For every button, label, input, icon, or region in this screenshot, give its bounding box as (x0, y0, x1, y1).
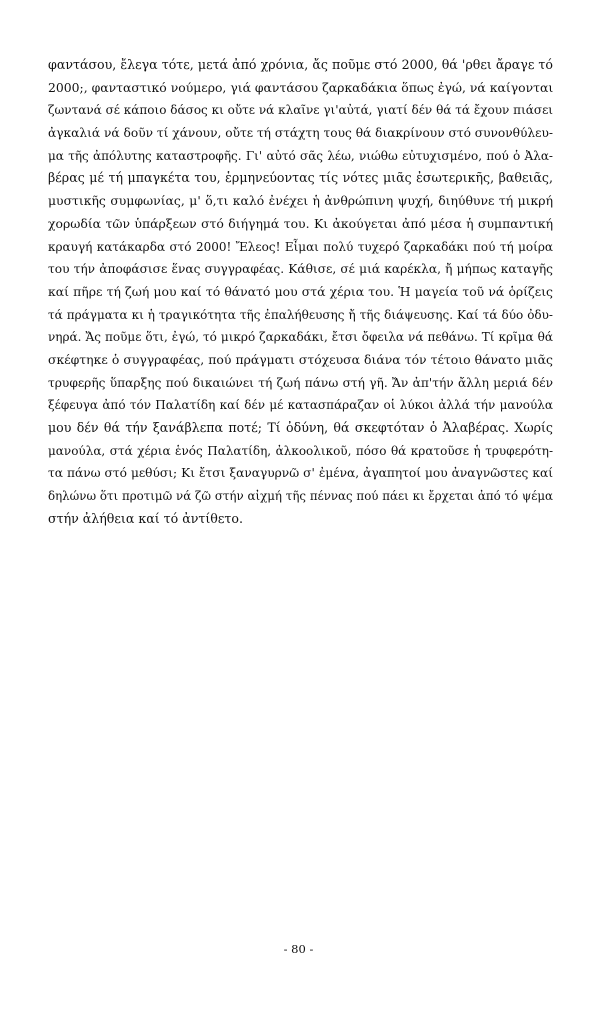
text-line: τα πάνω στό μεθύσι; Κι ἔτσι ξαναγυρνῶ σ' ἐμένα, ἀγαπητοί μου ἀναγνῶστες καί (48, 466, 553, 481)
text-line: καί πῆρε τή ζωή μου καί τό θάνατό μου στά χέρια του. Ἡ μαγεία τοῦ νά ὁρίζεις (48, 283, 553, 299)
text-line: μανούλα, στά χέρια ἑνός Παλατίδη, ἀλκοολικοῦ, πόσο θά κρατοῦσε ἡ τρυφερότη- (48, 443, 553, 458)
text-line: του τήν ἀποφάσισε ἕνας συγγραφέας. Κάθισε, σέ μιά καρέκλα, ἤ μήπως καταγῆς (48, 262, 553, 277)
page-number: - 80 - (283, 942, 314, 956)
text-line: σκέφτηκε ὁ συγγραφέας, πού πράγματι στόχευσα διάνα τόν τέτοιο θάνατο μιᾶς (48, 351, 553, 367)
text-line: μου δέν θά τήν ξανάβλεπα ποτέ; Τί ὀδύνη, θά σκεφτόταν ὁ Ἀλαβέρας. Χωρίς (48, 420, 553, 435)
text-line: μυστικῆς συμφωνίας, μ' ὅ,τι καλό ἐνέχει ἡ ἀνθρώπινη ψυχή, διηύθυνε τή μικρή (48, 193, 553, 209)
text-line: φαντάσου, ἔλεγα τότε, μετά ἀπό χρόνια, ἄς ποῦμε στό 2000, θά 'ρθει ἄραγε τό (48, 57, 553, 72)
text-line: στήν ἀλήθεια καί τό ἀντίθετο. (48, 510, 243, 526)
text-line: κραυγή κατάκαρδα στό 2000! Ἔλεος! Εἶμαι πολύ τυχερό ζαρκαδάκι πού τή μοίρα (48, 239, 553, 254)
text-line: νηρά. Ἄς ποῦμε ὅτι, ἐγώ, τό μικρό ζαρκαδάκι, ἔτσι ὄφειλα νά πεθάνω. Τί κρῖμα θά (48, 330, 553, 345)
text-line: ζωντανά σέ κάποιο δάσος κι οὔτε νά κλαῖνε γι'αὐτά, γιατί δέν θά τά ἔχουν πιάσει (48, 103, 553, 118)
text-line: 2000;, φανταστικό νούμερο, γιά φαντάσου ζαρκαδάκια ὅπως ἐγώ, νά καίγονται (48, 79, 554, 95)
text-line: μα τῆς ἀπόλυτης καταστροφῆς. Γι' αὐτό σᾶς λέω, νιώθω εὐτυχισμένο, πού ὁ Ἀλα- (48, 148, 553, 163)
text-line: ξέφευγα ἀπό τόν Παλατίδη καί δέν μέ κατασπάραζαν οἱ λύκοι ἀλλά τήν μανούλα (48, 398, 553, 413)
body-paragraph (48, 54, 553, 530)
text-line: δηλώνω ὅτι προτιμῶ νά ζῶ στήν αἰχμή τῆς πέννας πού πάει κι ἔρχεται ἀπό τό ψέμα (48, 489, 553, 504)
text-line: ἀγκαλιά νά δοῦν τί χάνουν, οὔτε τή στάχτη τους θά διακρίνουν στό συνονθύλευ- (48, 126, 553, 141)
text-line: τρυφερῆς ὕπαρξης πού δικαιώνει τή ζωή πάνω στή γῆ. Ἄν ἀπ'τήν ἄλλη μεριά δέν (48, 375, 553, 390)
text-line: τά πράγματα κι ἡ τραγικότητα τῆς ἐπαλήθευσης ἤ τῆς διάψευσης. Καί τά δύο ὀδυ- (48, 307, 553, 322)
text-line: χορωδία τῶν ὑπάρξεων στό διήγημά του. Κι ἀκούγεται ἀπό μέσα ἡ συμπαντική (48, 215, 553, 231)
text-line: βέρας μέ τή μπαγκέτα του, ἑρμηνεύοντας τίς νότες μιᾶς ἐσωτερικῆς, βαθειᾶς, (48, 170, 553, 186)
